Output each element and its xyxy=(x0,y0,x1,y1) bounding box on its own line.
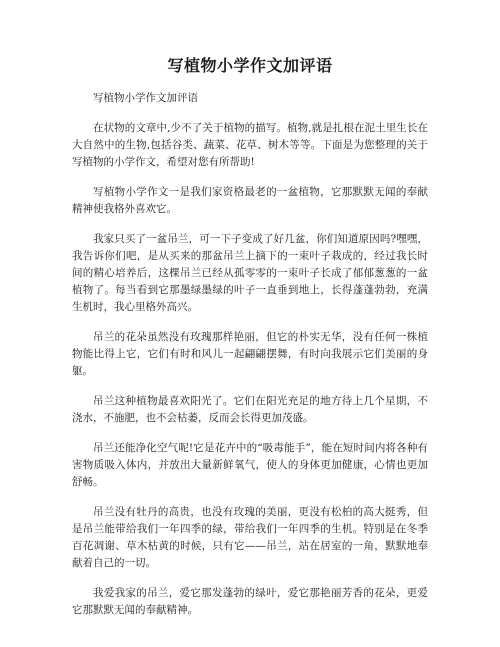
paragraph-3: 我家只买了一盆吊兰，可一下子变成了好几盆，你们知道原因吗?嘿嘿，我告诉你们吧，是从买来的那盆吊兰上摘下的一束叶子栽成的，经过我长时间的精心培养后，这棵吊兰已经从孤零零的一束叶子长成了郁郁葱葱的一盆植物了。每当看到它那墨绿墨绿的叶子一直垂到地上，长得蓬蓬勃勃，充满生机时，我心里格外高兴。 xyxy=(72,233,428,313)
document-title: 写植物小学作文加评语 xyxy=(167,56,333,75)
paragraph-8: 我爱我家的吊兰，爱它那发蓬勃的绿叶，爱它那艳丽芳香的花朵，更爱它那默默无闻的奉献精神。 xyxy=(72,587,428,616)
paragraph-6: 吊兰还能净化空气呢!它是花卉中的“吸毒能手”，能在短时间内将各种有害物质吸入体内，并放出大量新鲜氧气，使人的身体更加健康，心情也更加舒畅。 xyxy=(72,442,428,488)
paragraph-1: 在状物的文章中,少不了关于植物的描写。植物,就是扎根在泥土里生长在大自然中的生物,包括谷类、蔬菜、花草、树木等等。下面是为您整理的关于写植物的小学作文，希望对您有所帮助! xyxy=(72,122,428,168)
paragraph-4: 吊兰的花朵虽然没有玫瑰那样艳丽，但它的朴实无华，没有任何一株植物能比得上它，它们有时和风儿一起翩翩摆舞，有时向我展示它们美丽的身躯。 xyxy=(72,331,428,377)
document-subtitle: 写植物小学作文加评语 xyxy=(93,92,198,104)
paragraph-5: 吊兰这种植物最喜欢阳光了。它们在阳光充足的地方待上几个星期，不浇水，不施肥，也不会枯萎，反而会长得更加茂盛。 xyxy=(72,395,428,424)
paragraph-7: 吊兰没有牡丹的高贵，也没有玫瑰的美丽，更没有松柏的高大挺秀，但是吊兰能带给我们一年四季的绿，带给我们一年四季的生机。特别是在冬季百花凋谢、草木枯黄的时候，只有它——吊兰，站在居室的一角，默默地奉献着自己的一切。 xyxy=(72,506,428,569)
paragraph-2: 写植物小学作文一是我们家资格最老的一盆植物，它那默默无闻的奉献精神使我格外喜欢它。 xyxy=(72,186,428,215)
